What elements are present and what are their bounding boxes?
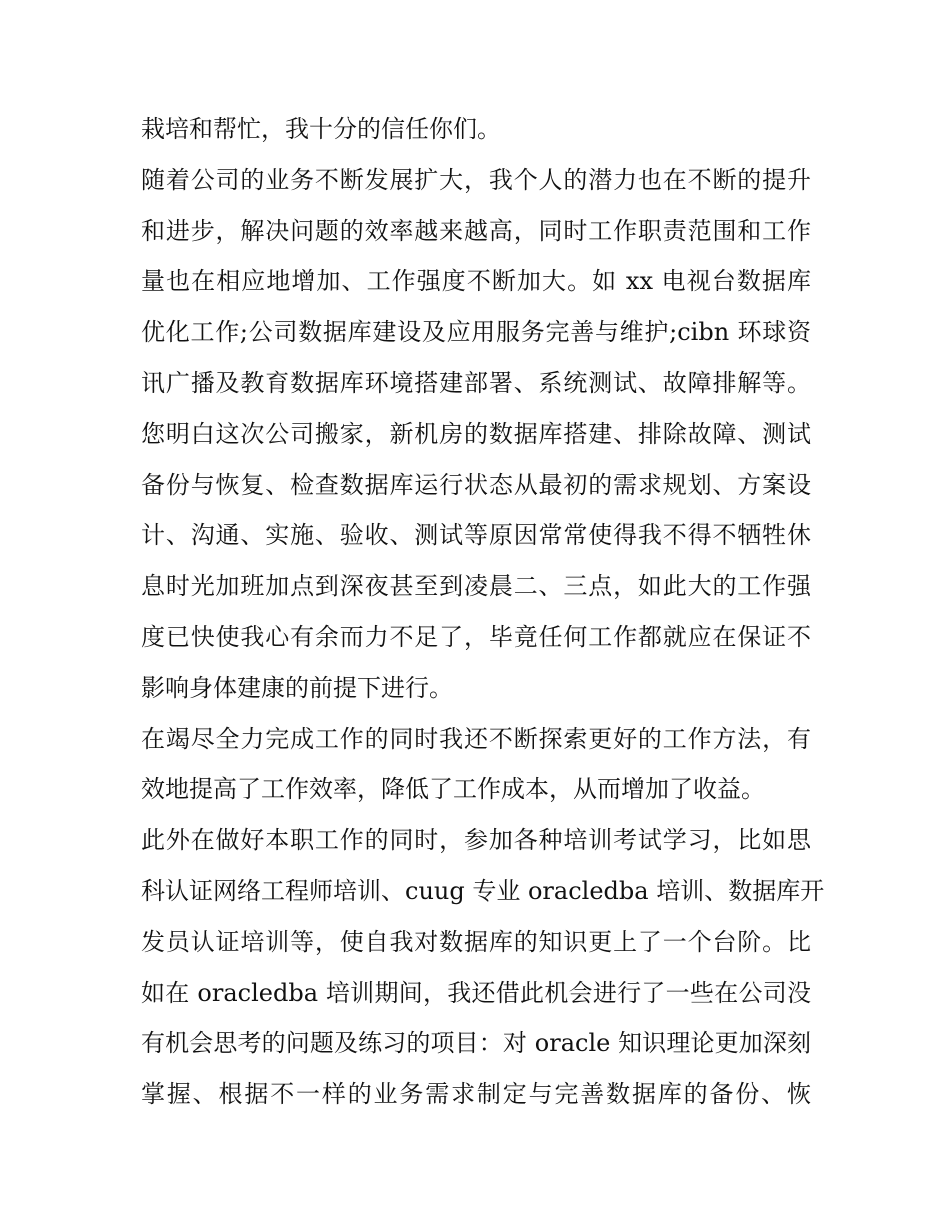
text-line: 掌握、根据不一样的业务需求制定与完善数据库的备份、恢: [141, 1080, 811, 1109]
text-line: 讯广播及教育数据库环境搭建部署、系统测试、故障排解等。: [141, 368, 811, 397]
text-line: 随着公司的业务不断发展扩大，我个人的潜力也在不断的提升: [141, 165, 811, 194]
text-line: 科认证网络工程师培训、cuug 专业 oracledba 培训、数据库开: [141, 876, 825, 905]
text-line: 息时光加班加点到深夜甚至到凌晨二、三点，如此大的工作强: [141, 572, 811, 601]
text-line: 优化工作;公司数据库建设及应用服务完善与维护;cibn 环球资: [141, 318, 811, 347]
text-line: 如在 oracledba 培训期间，我还借此机会进行了一些在公司没: [141, 978, 811, 1007]
text-line: 在竭尽全力完成工作的同时我还不断探索更好的工作方法，有: [141, 724, 811, 753]
text-line: 此外在做好本职工作的同时，参加各种培训考试学习，比如思: [141, 826, 811, 855]
text-line: 效地提高了工作效率，降低了工作成本，从而增加了收益。: [141, 775, 765, 804]
text-line: 影响身体建康的前提下进行。: [141, 673, 453, 702]
text-line: 和进步，解决问题的效率越来越高，同时工作职责范围和工作: [141, 216, 811, 245]
document-body: [141, 104, 825, 1120]
text-line: 备份与恢复、检查数据库运行状态从最初的需求规划、方案设: [141, 470, 811, 499]
text-line: 度已快使我心有余而力不足了，毕竟任何工作都就应在保证不: [141, 622, 811, 651]
text-line: 您明白这次公司搬家，新机房的数据库搭建、排除故障、测试: [141, 419, 811, 448]
text-line: 计、沟通、实施、验收、测试等原因常常使得我不得不牺牲休: [141, 521, 811, 550]
text-line: 栽培和帮忙，我十分的信任你们。: [141, 115, 501, 143]
text-line: 量也在相应地增加、工作强度不断加大。如 xx 电视台数据库: [141, 267, 811, 296]
text-line: 有机会思考的问题及练习的项目：对 oracle 知识理论更加深刻: [141, 1029, 811, 1058]
text-line: 发员认证培训等，使自我对数据库的知识更上了一个台阶。比: [141, 927, 811, 956]
